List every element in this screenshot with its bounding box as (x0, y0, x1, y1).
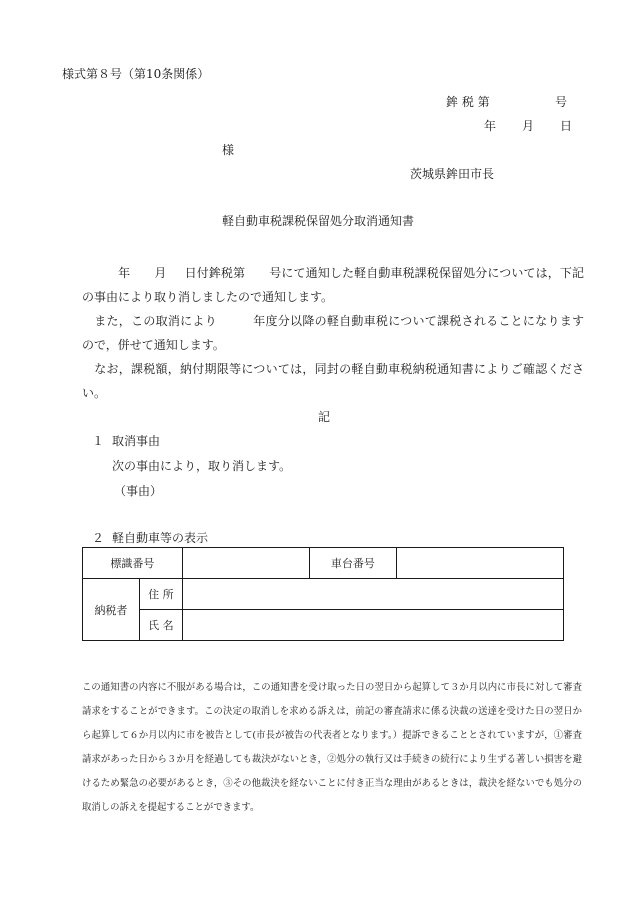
taxpayer-label: 納税者 (83, 579, 140, 641)
chassis-number-label: 車台番号 (309, 548, 397, 579)
name-field (182, 610, 563, 641)
p2-start: また，この取消により (94, 314, 217, 328)
p2-rest: 年度分以降の軽自動車税について課税されることになりますので，併せて通知します。 (82, 314, 584, 352)
section2-heading: 軽自動車等の表示 (112, 531, 209, 545)
table-row (83, 548, 564, 579)
section1-reason-label: （事由） (114, 484, 163, 498)
chassis-number-field (397, 548, 564, 579)
address-label: 住 所 (139, 579, 182, 610)
appeal-notice: この通知書の内容に不服がある場合は，この通知書を受け取った日の翌日から起算して３か月以内に市長に対して審査請求をすることができます。この決定の取消しを求める訴えは，前記の審査請求に係る決裁の送達を受けた日の翌日から起算して６か月以内に市を被告として(市長が被告の代表者となります。）提訴できることとされていますが，①審査請求があった日から３か月を経過しても裁決がないとき，②処分の執行又は手続きの続行により生ずる著しい損害を避けるため緊急の必要があるとき，③その他裁決を経ないことに付き正当な理由があるときは，裁決を経ないでも処分の取消しの訴えを提起することができます。 (82, 682, 582, 813)
document-number-prefix: 鉾 税 第 (446, 95, 490, 109)
date-month-label: 月 (522, 119, 535, 133)
section1-heading: 取消事由 (112, 434, 161, 448)
body-paragraph-3 (82, 357, 584, 405)
table-row (83, 610, 564, 641)
section2-number: ２ (92, 531, 105, 545)
form-number: 様式第８号（第10条関係） (62, 67, 210, 81)
table-row (83, 579, 564, 610)
address-field (182, 579, 563, 610)
date-year-label: 年 (484, 119, 497, 133)
document-number-suffix: 号 (555, 95, 568, 109)
p1-rest: 号にて通知した軽自動車税課税保留処分については，下記の事由により取り消しましたので通知します。 (82, 266, 584, 304)
name-label: 氏 名 (139, 610, 182, 641)
ki-heading: 記 (318, 410, 331, 424)
p3-text: なお，課税額，納付期限等については，同封の軽自動車税納税通知書によりご確認ください。 (82, 362, 584, 400)
p1-year: 年 (118, 266, 131, 280)
body-paragraph-1 (82, 261, 584, 309)
recipient-suffix: 様 (222, 143, 235, 157)
plate-number-field (182, 548, 309, 579)
section1-text: 次の事由により，取り消します。 (112, 459, 292, 473)
plate-number-label: 標識番号 (83, 548, 183, 579)
body-paragraph-2 (82, 309, 584, 357)
issuer-name: 茨城県鉾田市長 (410, 167, 495, 181)
vehicle-table (82, 547, 564, 641)
date-day-label: 日 (560, 119, 573, 133)
p1-day-ref: 日付鉾税第 (184, 266, 246, 280)
p1-month: 月 (154, 266, 167, 280)
document-title: 軽自動車税課税保留処分取消通知書 (222, 214, 415, 228)
section1-number: １ (92, 434, 105, 448)
